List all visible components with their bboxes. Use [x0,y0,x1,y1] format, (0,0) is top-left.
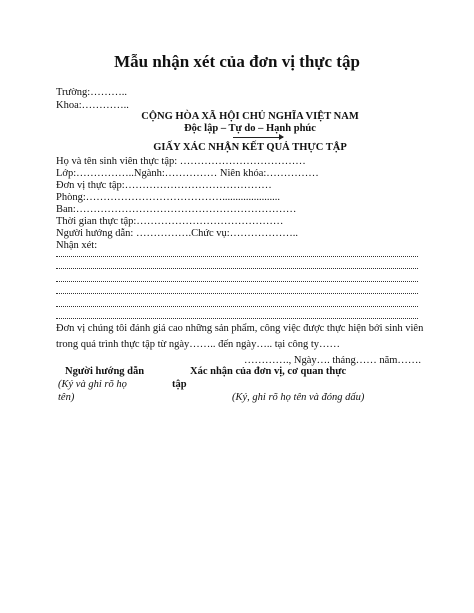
right-signature-note: (Ký, ghi rõ họ tên và đóng dấu) [232,392,365,403]
right-signature-title: tập [172,379,187,390]
student-name-field: Họ và tên sinh viên thực tập: ……………………………… [56,156,306,167]
date-line: …………., Ngày…. tháng…… năm……. [244,355,422,366]
document-title: Mẫu nhận xét của đơn vị thực tập [114,52,360,71]
republic-heading: CỘNG HÒA XÃ HỘI CHỦ NGHĨA VIỆT NAM [141,111,359,122]
form-title: GIẤY XÁC NHẬN KẾT QUẢ THỰC TẬP [153,142,347,153]
unit-field: Đơn vị thực tập:…………………………………… [56,180,272,191]
comment-line [56,318,418,319]
class-field: Lớp:……………..Ngành:…………… Niên khóa:…………… [56,168,319,179]
division-field: Ban:……………………………………………………… [56,204,297,215]
comment-line [56,281,418,282]
supervisor-field: Người hướng dẫn: …………….Chức vụ:……………….. [56,228,298,239]
left-signature-note: tên) [58,392,75,403]
comment-label: Nhận xét: [56,240,98,251]
faculty-field: Khoa:………….. [56,100,129,111]
evaluation-paragraph-line: Đơn vị chúng tôi đánh giá cao những sản phẩm, công việc được thực hiện bởi sinh viên [56,323,424,334]
motto-underline [233,137,283,138]
school-field: Trường:……….. [56,87,127,98]
right-signature-title: Xác nhận của đơn vị, cơ quan thực [190,366,347,377]
department-field: Phòng:…………………………………...................... [56,192,281,203]
evaluation-paragraph-line: trong quá trình thực tập từ ngày…….. đến ngày….. tại công ty…… [56,339,341,350]
left-signature-title: Người hướng dẫn [65,366,145,377]
left-signature-note: (Ký và ghi rõ họ [58,379,127,390]
comment-line [56,306,418,307]
comment-line [56,268,418,269]
comment-line [56,293,418,294]
period-field: Thời gian thực tập:…………………………………… [56,216,284,227]
motto-heading: Độc lập – Tự do – Hạnh phúc [184,123,316,134]
arrow-icon [279,134,284,140]
comment-line [56,256,418,257]
